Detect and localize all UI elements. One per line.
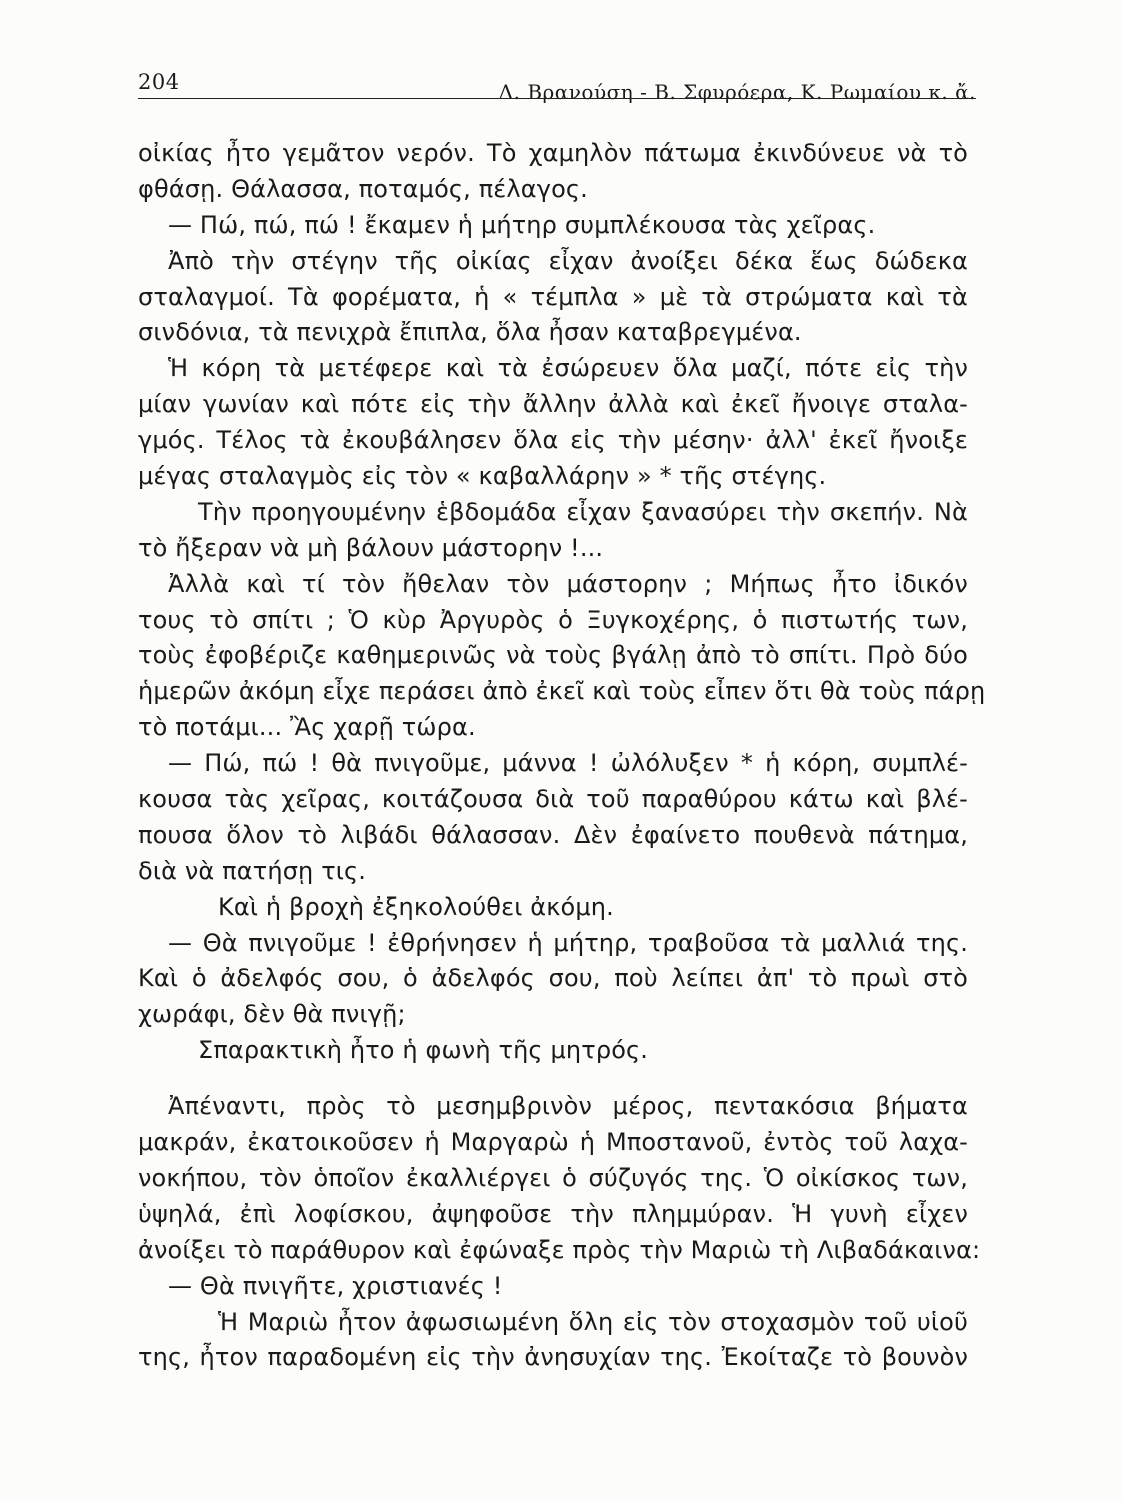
body-text	[138, 136, 986, 1376]
text-line: μέγας σταλαγμὸς εἰς τὸν « καβαλλάρην » * τῆς στέγης.	[138, 462, 827, 491]
text-line: τὸ ποτάμι... Ἂς χαρῇ τώρα.	[138, 713, 476, 742]
text-line: της, ἦτον παραδομένη εἰς τὴν ἀνησυχίαν της. Ἐκοίταζε τὸ βουνὸν	[138, 1343, 968, 1372]
text-line: Ἡ κόρη τὰ μετέφερε καὶ τὰ ἐσώρευεν ὅλα μαζί, πότε εἰς τὴν	[168, 354, 968, 383]
text-line: Τὴν προηγουμένην ἑβδομάδα εἶχαν ξανασύρει τὴν σκεπήν. Νὰ	[198, 497, 968, 526]
page-number: 204	[138, 70, 180, 94]
header-rule	[138, 98, 976, 99]
text-line: διὰ νὰ πατήσῃ τις.	[138, 856, 367, 885]
text-line: πουσα ὅλον τὸ λιβάδι θάλασσαν. Δὲν ἐφαίνετο πουθενὰ πάτημα,	[138, 820, 968, 849]
running-head: Λ. Βρανούση - Β. Σφυρόερα, Κ. Ρωμαίου κ. ἄ.	[498, 80, 976, 104]
text-line: φθάσῃ. Θάλασσα, ποταμός, πέλαγος.	[138, 174, 588, 203]
paragraph-gap	[138, 1069, 968, 1089]
text-line: ἀνοίξει τὸ παράθυρον καὶ ἐφώναξε πρὸς τὴν Μαριὼ τὴ Λιβαδάκαινα:	[138, 1235, 981, 1264]
text-line: σταλαγμοί. Τὰ φορέματα, ἡ « τέμπλα » μὲ τὰ στρώματα καὶ τὰ	[138, 282, 968, 311]
text-line: οἰκίας ἦτο γεμᾶτον νερόν. Τὸ χαμηλὸν πάτωμα ἐκινδύνευε νὰ τὸ	[138, 139, 968, 167]
text-line: — Θὰ πνιγῆτε, χριστιανές !	[168, 1271, 503, 1300]
text-line: τους τὸ σπίτι ; Ὁ κὺρ Ἀργυρὸς ὁ Ξυγκοχέρης, ὁ πιστωτής των,	[138, 605, 968, 634]
text-line: τοὺς ἐφοβέριζε καθημερινῶς νὰ τοὺς βγάλῃ ἀπὸ τὸ σπίτι. Πρὸ δύο	[138, 641, 968, 670]
text-line: γμός. Τέλος τὰ ἐκουβάλησεν ὅλα εἰς τὴν μέσην· ἀλλ' ἐκεῖ ἤνοιξε	[138, 426, 968, 455]
text-line: μακράν, ἐκατοικοῦσεν ἡ Μαργαρὼ ἡ Μποστανοῦ, ἐντὸς τοῦ λαχα-	[138, 1128, 968, 1157]
text-line: — Πώ, πώ ! θὰ πνιγοῦμε, μάννα ! ὠλόλυξεν * ἡ κόρη, συμπλέ-	[168, 749, 968, 778]
text-line: μίαν γωνίαν καὶ πότε εἰς τὴν ἄλλην ἀλλὰ καὶ ἐκεῖ ἤνοιγε σταλα-	[138, 390, 968, 419]
text-line: ἡμερῶν ἀκόμη εἶχε περάσει ἀπὸ ἐκεῖ καὶ τοὺς εἶπεν ὅτι θὰ τοὺς πάρῃ	[138, 677, 986, 706]
text-line: — Θὰ πνιγοῦμε ! ἐθρήνησεν ἡ μήτηρ, τραβοῦσα τὰ μαλλιά της.	[168, 928, 968, 957]
text-line: σινδόνια, τὰ πενιχρὰ ἔπιπλα, ὅλα ἦσαν καταβρεγμένα.	[138, 318, 802, 347]
page-header	[138, 66, 976, 106]
text-line: Ἡ Μαριὼ ἦτον ἀφωσιωμένη ὅλη εἰς τὸν στοχασμὸν τοῦ υἱοῦ	[218, 1307, 968, 1336]
text-line: ὑψηλά, ἐπὶ λοφίσκου, ἀψηφοῦσε τὴν πλημμύραν. Ἡ γυνὴ εἶχεν	[138, 1199, 968, 1228]
text-line: τὸ ἤξεραν νὰ μὴ βάλουν μάστορην !...	[138, 533, 604, 562]
text-line: Καὶ ὁ ἀδελφός σου, ὁ ἀδελφός σου, ποὺ λείπει ἀπ' τὸ πρωὶ στὸ	[138, 964, 968, 993]
text-line: Καὶ ἡ βροχὴ ἐξηκολούθει ἀκόμη.	[218, 892, 614, 921]
text-line: — Πώ, πώ, πώ ! ἔκαμεν ἡ μήτηρ συμπλέκουσα τὰς χεῖρας.	[168, 210, 876, 239]
text-line: κουσα τὰς χεῖρας, κοιτάζουσα διὰ τοῦ παραθύρου κάτω καὶ βλέ-	[138, 785, 968, 814]
text-line: νοκήπου, τὸν ὁποῖον ἐκαλλιέργει ὁ σύζυγός της. Ὁ οἰκίσκος των,	[138, 1163, 968, 1192]
text-line: Σπαρακτικὴ ἦτο ἡ φωνὴ τῆς μητρός.	[198, 1036, 649, 1065]
text-line: Ἀλλὰ καὶ τί τὸν ἤθελαν τὸν μάστορην ; Μήπως ἦτο ἰδικόν	[168, 569, 968, 598]
text-line: χωράφι, δὲν θὰ πνιγῇ;	[138, 1000, 406, 1029]
text-line: Ἀπέναντι, πρὸς τὸ μεσημβρινὸν μέρος, πεντακόσια βήματα	[168, 1092, 968, 1121]
text-line: Ἀπὸ τὴν στέγην τῆς οἰκίας εἶχαν ἀνοίξει δέκα ἕως δώδεκα	[168, 246, 968, 275]
